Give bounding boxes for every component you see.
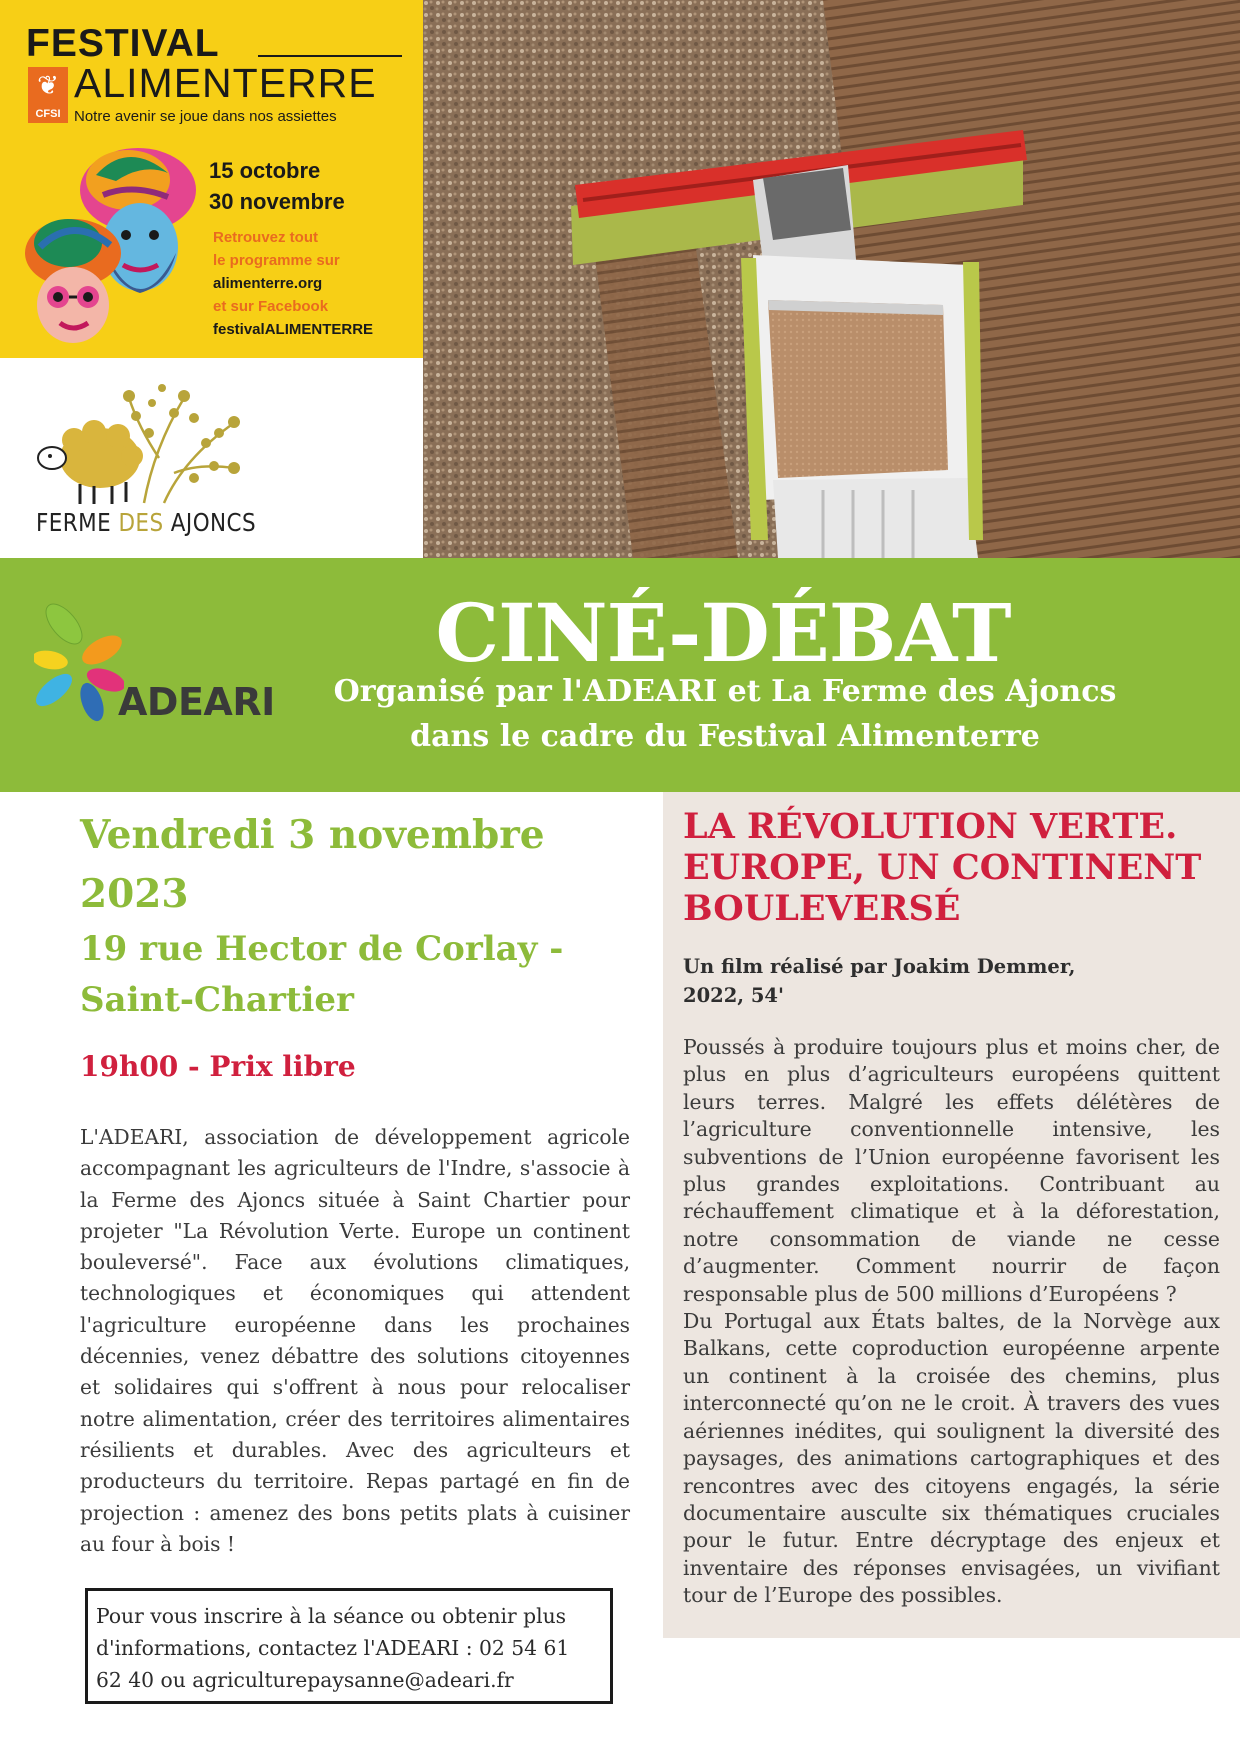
contact-text: Pour vous inscrire à la séance ou obtenir plus d'informations, contactez l'ADEARI : 02 54 61 62 40 ou agriculturepaysanne@adeari.fr: [96, 1604, 570, 1692]
festival-date-start: 15 octobre: [209, 158, 321, 183]
event-description: L'ADEARI, association de développement agricole accompagnant les agriculteurs de l'Indre, s'associe à la Ferme des Ajoncs située à Saint Chartier pour projeter "La Révolution Verte. Europe un continent bouleversé". Face aux évolutions climatiques, technologiques et économiques qui attendent l'agriculture européenne dans les prochaines décennies, venez débattre des solutions citoyennes et solidaires qui s'offrent à nous pour relocaliser notre alimentation, créer des territoires alimentaires résilients et durables. Avec des agriculteurs et producteurs du territoire. Repas partagé en fin de projection : amenez des bons petits plats à cuisiner au four à bois !: [80, 1125, 630, 1556]
festival-tagline: Notre avenir se joue dans nos assiettes: [74, 108, 337, 125]
event-time-price: 19h00 - Prix libre: [80, 1050, 356, 1083]
festival-promo: [213, 226, 373, 341]
film-credit-line-2: 2022, 54': [683, 984, 784, 1007]
film-synopsis-paragraph-1: Poussés à produire toujours plus et moins cher, de plus en plus d’agriculteurs européens quittent leurs terres. Malgré les effets délétères de l’agriculture conventionnelle intensive, les subventions de l’Union européenne favorisent les plus grandes exploitations. Contribuant au réchauffement climatique et à la déforestation, notre consommation de viande ne cesse d’augmenter. Comment nourrir de façon responsable plus de 500 millions d’Européens ?: [683, 1035, 1220, 1306]
ferme-word: FERME: [36, 508, 119, 537]
film-credit-line-1: Un film réalisé par Joakim Demmer,: [683, 955, 1076, 978]
festival-alimenterre-panel: [0, 0, 423, 358]
ferme-des-ajoncs-name: [36, 508, 256, 537]
film-panel: [663, 792, 1240, 1638]
plant-icon: ❦: [37, 71, 59, 101]
cine-debat-banner: [0, 558, 1240, 792]
promo-line-2: le programme sur: [213, 252, 340, 269]
page-title: CINÉ-DÉBAT: [435, 586, 1011, 680]
promo-website: alimenterre.org: [213, 275, 323, 292]
banner-subtitle-line-1: Organisé par l'ADEARI et La Ferme des Ajoncs: [333, 674, 1117, 709]
alimenterre-word: ALIMENTERRE: [74, 60, 377, 106]
promo-line-4: et sur Facebook: [213, 298, 329, 315]
festival-word: FESTIVAL: [26, 22, 220, 65]
film-credit: [683, 952, 1223, 1010]
promo-line-1: Retrouvez tout: [213, 229, 318, 246]
banner-subtitle-line-2: dans le cadre du Festival Alimenterre: [410, 719, 1040, 754]
ajoncs-word: AJONCS: [163, 508, 257, 537]
film-synopsis: [683, 1034, 1220, 1610]
event-date: Vendredi 3 novembre 2023: [80, 812, 545, 917]
contact-box: [85, 1588, 613, 1704]
combine-harvester-photo: [423, 0, 1240, 558]
adeari-logo-text: ADEARI: [118, 680, 275, 724]
cfsi-label: CFSI: [35, 108, 61, 120]
festival-rule: [258, 55, 402, 57]
film-title: LA RÉVOLUTION VERTE. EUROPE, UN CONTINENT BOULEVERSÉ: [683, 806, 1202, 929]
film-synopsis-paragraph-2: Du Portugal aux États baltes, de la Norvège aux Balkans, cette coproduction européenne arpente un continent à la croisée des chemins, plus interconnecté qu’on ne le croit. À travers des vues aériennes inédites, qui soulignent la diversité des paysages, des animations cartographiques et des rencontres avec des citoyens engagés, la série documentaire ausculte six thématiques cruciales pour le futur. Entre décryptage des enjeux et inventaire des réponses envisagées, un vivifiant tour de l’Europe des possibles.: [683, 1309, 1220, 1608]
festival-illustration-faces: [18, 135, 208, 350]
sheep-branch-icon: [34, 378, 244, 508]
adeari-flower-icon: [34, 602, 124, 722]
des-word: DES: [118, 508, 164, 537]
promo-facebook: festivalALIMENTERRE: [213, 321, 374, 338]
festival-date-end: 30 novembre: [209, 189, 345, 214]
festival-dates: [209, 155, 345, 217]
cfsi-logo: [28, 67, 68, 123]
ferme-des-ajoncs-logo: [0, 358, 423, 558]
event-address: 19 rue Hector de Corlay - Saint-Chartier: [80, 929, 564, 1020]
